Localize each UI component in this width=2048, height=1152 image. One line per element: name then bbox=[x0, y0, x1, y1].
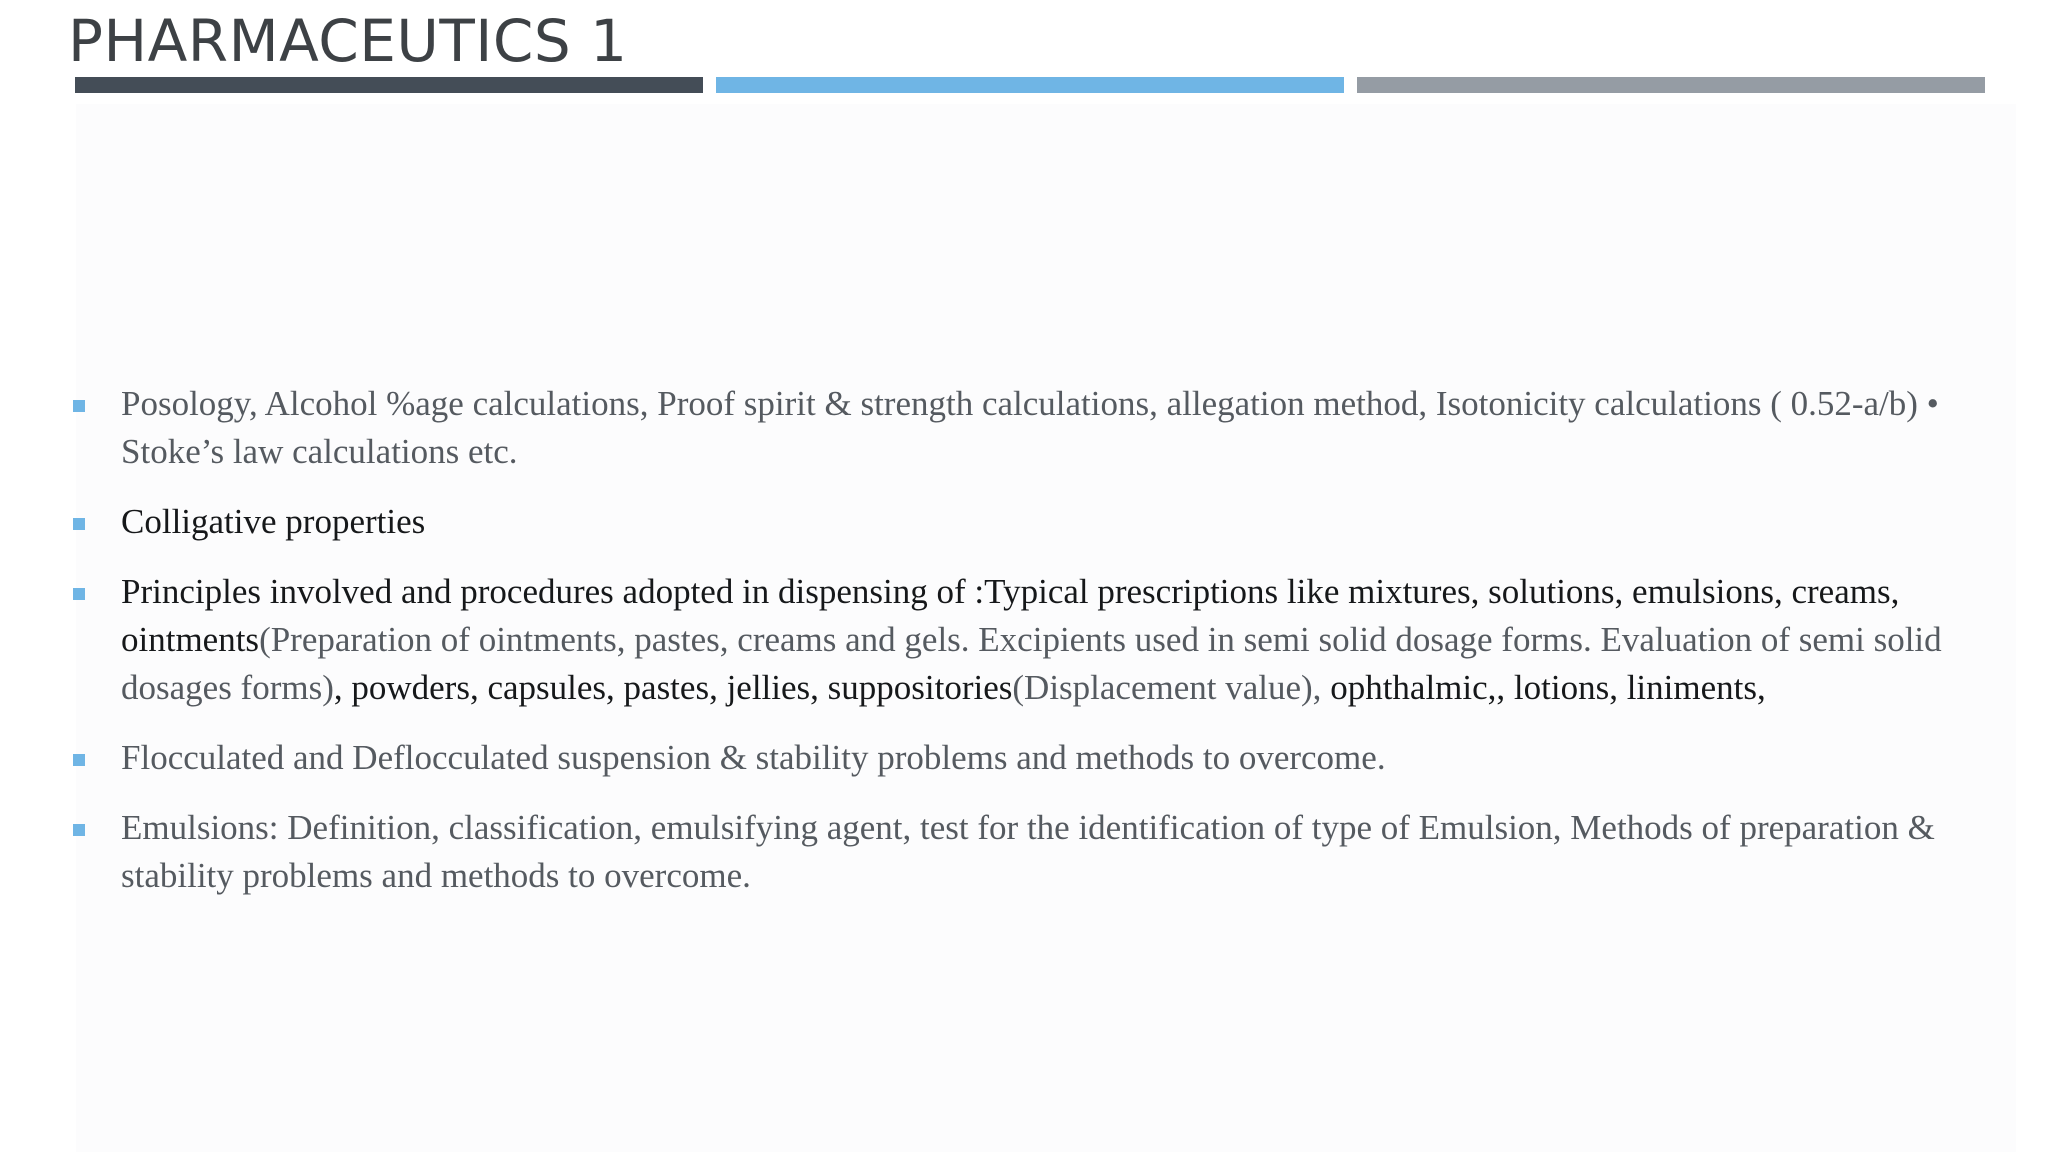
square-bullet-icon bbox=[73, 400, 85, 412]
bullet-text: Colligative properties bbox=[121, 502, 426, 541]
square-bullet-icon bbox=[73, 754, 85, 766]
bullet-text: Flocculated and Deflocculated suspension & stability problems and methods to overcome. bbox=[121, 738, 1386, 777]
bullet-item-colligative bbox=[70, 498, 1970, 546]
bullet-text-other-forms: ophthalmic,, lotions, liniments, bbox=[1330, 668, 1766, 707]
bullet-text: Emulsions: Definition, classification, emulsifying agent, test for the identification of type of Emulsion, Methods of preparation & stability problems and methods to overcome. bbox=[121, 808, 1935, 895]
title-bar-dark bbox=[75, 77, 703, 93]
bullet-item-emulsions bbox=[70, 804, 1970, 900]
square-bullet-icon bbox=[73, 824, 85, 836]
bullet-list bbox=[70, 380, 1970, 922]
bullet-text-displacement: (Displacement value), bbox=[1012, 668, 1331, 707]
bullet-text: Posology, Alcohol %age calculations, Proof spirit & strength calculations, allegation method, Isotonicity calculations ( 0.52-a/b) • Stoke’s law calculations etc. bbox=[121, 384, 1939, 471]
bullet-item-posology bbox=[70, 380, 1970, 476]
title-bar-gray bbox=[1357, 77, 1985, 93]
bullet-item-suspension bbox=[70, 734, 1970, 782]
title-bar-blue bbox=[716, 77, 1344, 93]
bullet-item-dispensing bbox=[70, 568, 1970, 712]
square-bullet-icon bbox=[73, 588, 85, 600]
bullet-text-dosage-forms: , powders, capsules, pastes, jellies, suppositories bbox=[333, 668, 1013, 707]
slide-title: PHARMACEUTICS 1 bbox=[68, 7, 628, 75]
bullet-text-ointments-detail: (Preparation of ointments, pastes, creams and gels. Excipients used in semi solid dosage forms. Evaluation of semi solid dosages forms) bbox=[121, 620, 1942, 707]
bullet-text-dispensing: Principles involved and procedures adopted in dispensing of :Typical prescriptions like mixtures, solutions, emulsions, creams, ointments bbox=[121, 572, 1900, 659]
title-underline-bars bbox=[75, 77, 1985, 93]
square-bullet-icon bbox=[73, 518, 85, 530]
